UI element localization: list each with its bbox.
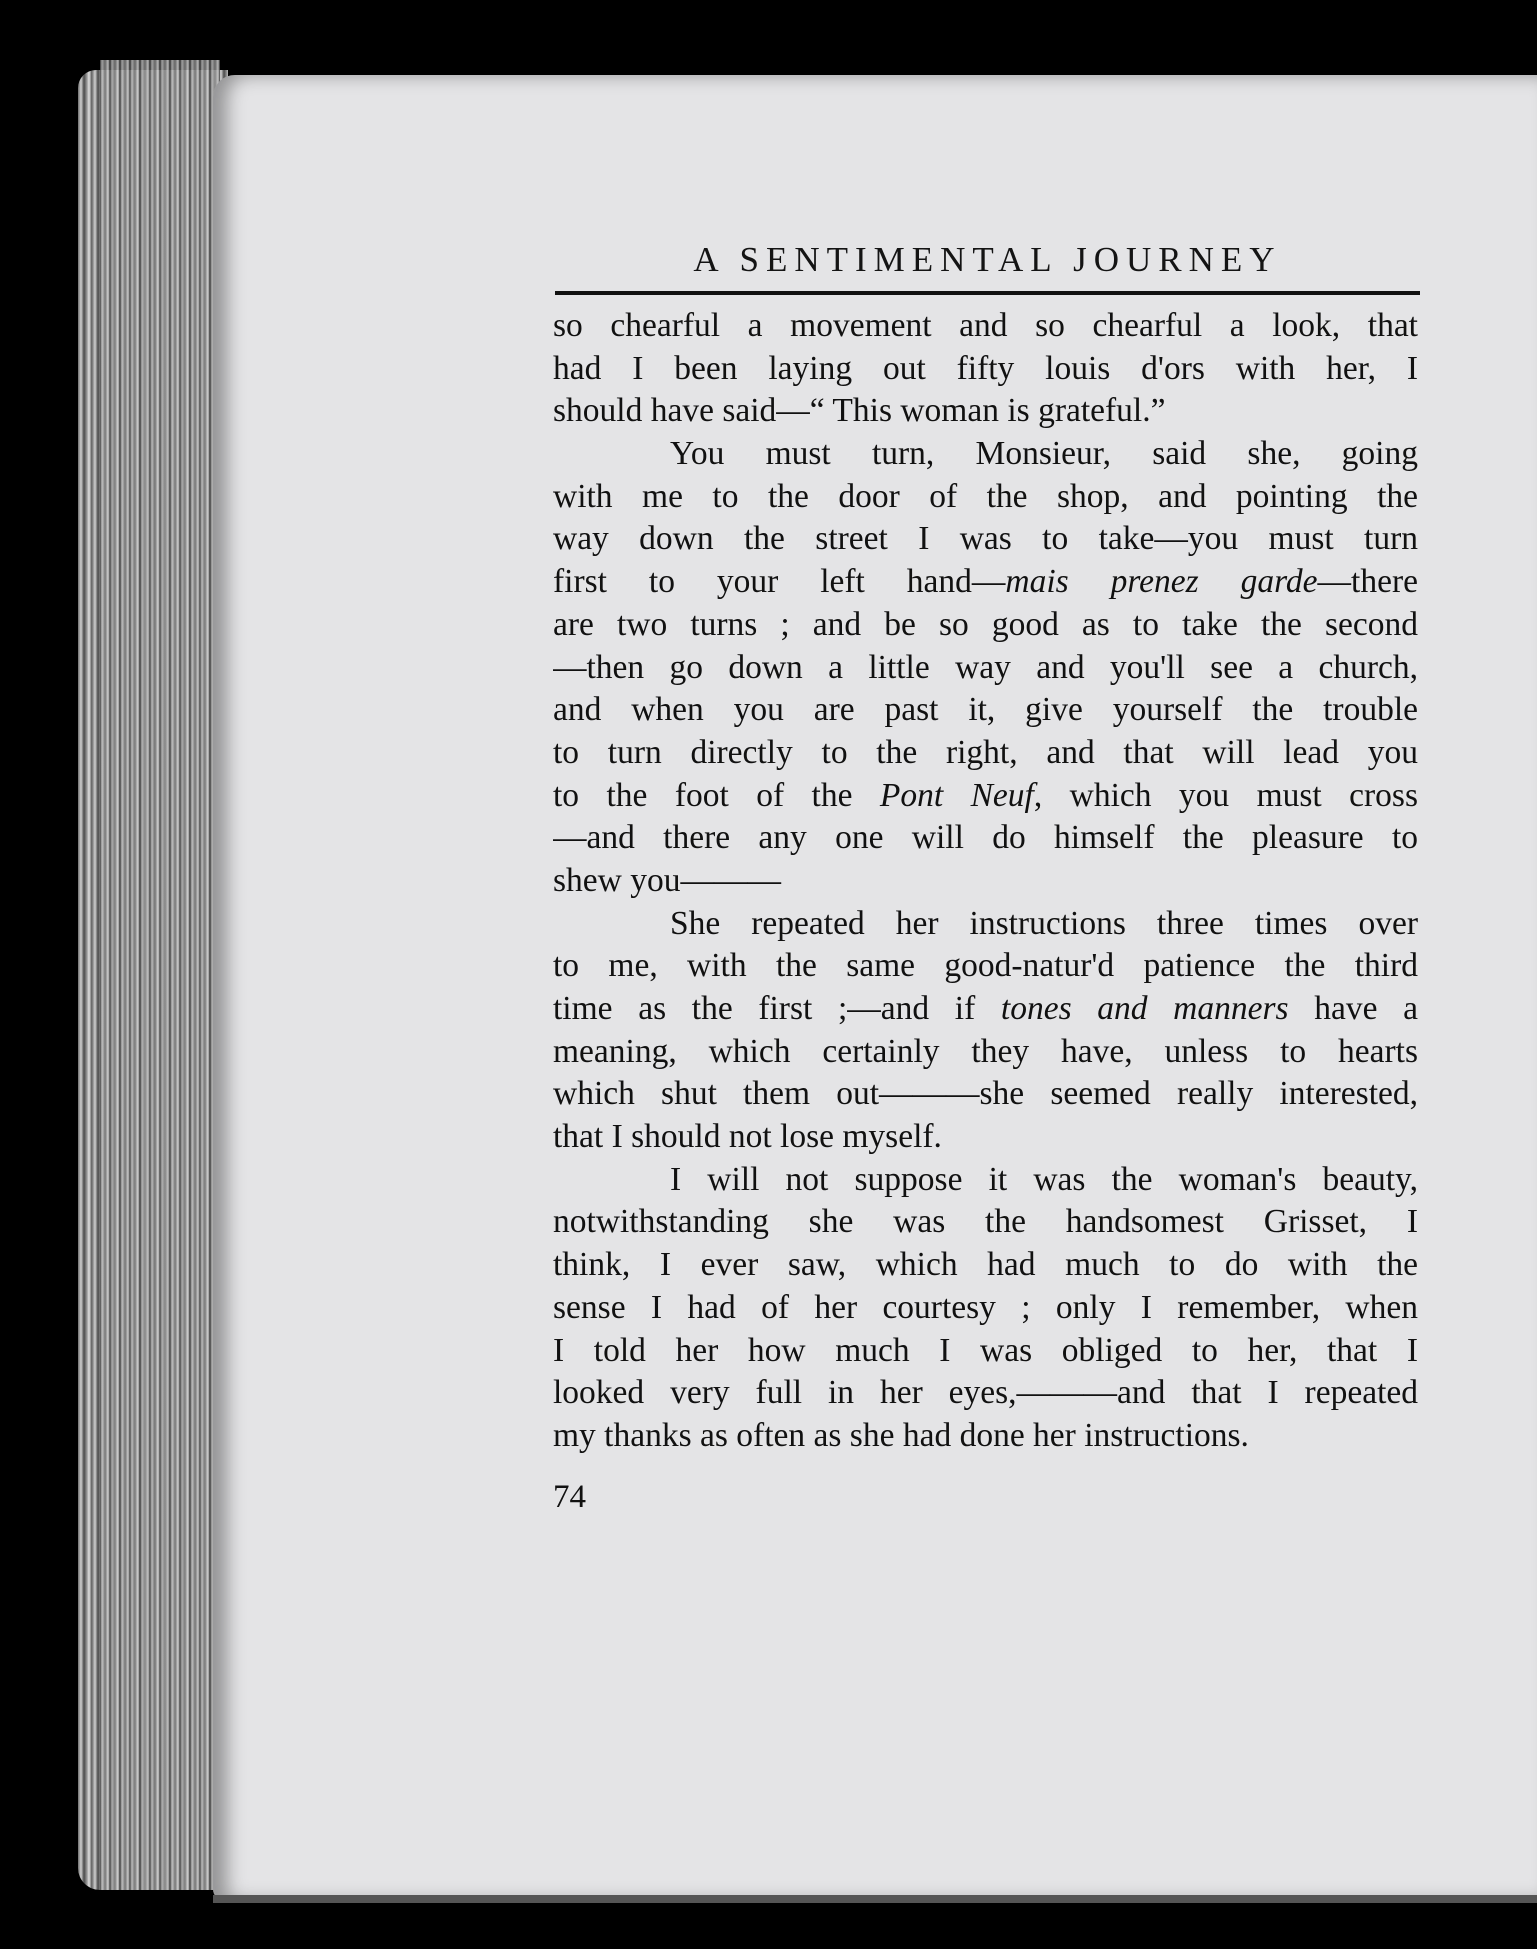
running-head: A SENTIMENTAL JOURNEY	[693, 240, 1282, 279]
text-line	[553, 775, 1418, 818]
text-line: should have said—“ This woman is grateful.”	[553, 392, 1166, 430]
page-bottom-edge	[213, 1895, 1537, 1903]
text-line: and when you are past it, give yourself the trouble	[553, 691, 1418, 729]
italic-phrase: tones and manners	[1000, 990, 1289, 1027]
text-run: to the foot of the	[553, 776, 880, 814]
text-line: sense I had of her courtesy ; only I remember, when	[553, 1288, 1418, 1326]
text-line	[553, 561, 1418, 604]
text-line: —and there any one will do himself the pleasure to	[553, 819, 1418, 857]
page-number: 74	[553, 1479, 586, 1515]
text-line: I told her how much I was obliged to her, that I	[553, 1331, 1418, 1369]
text-line: shew you———	[553, 861, 781, 899]
text-line: had I been laying out fifty louis d'ors with her, I	[553, 349, 1418, 387]
text-run: , which you must cross	[1033, 776, 1418, 814]
text-line: with me to the door of the shop, and pointing the	[553, 477, 1418, 515]
text-line: You must turn, Monsieur, said she, going	[670, 435, 1418, 473]
italic-phrase: mais prenez garde	[1005, 563, 1318, 601]
text-run: first to your left hand—	[553, 563, 1006, 601]
text-line: She repeated her instructions three times over	[670, 904, 1418, 942]
running-head-rule	[555, 291, 1420, 295]
body-text	[553, 305, 1418, 1458]
text-line: think, I ever saw, which had much to do with the	[553, 1246, 1418, 1284]
text-line: so chearful a movement and so chearful a look, that	[553, 307, 1418, 344]
text-line: way down the street I was to take—you must turn	[553, 520, 1418, 558]
italic-phrase: Pont Neuf	[879, 776, 1034, 814]
text-line: —then go down a little way and you'll see a church,	[553, 648, 1418, 686]
text-run: have a	[1288, 990, 1418, 1027]
text-line: to turn directly to the right, and that will lead you	[553, 733, 1418, 771]
text-run: time as the first ;—and if	[553, 990, 1001, 1027]
text-line: to me, with the same good-natur'd patience the third	[553, 947, 1418, 985]
text-line: which shut them out———she seemed really interested,	[553, 1075, 1418, 1113]
text-line: notwithstanding she was the handsomest Grisset, I	[553, 1203, 1418, 1241]
text-line: that I should not lose myself.	[553, 1118, 942, 1156]
text-line: I will not suppose it was the woman's beauty,	[670, 1160, 1418, 1198]
book-page-stack	[100, 60, 220, 1890]
text-line: looked very full in her eyes,———and that I repeated	[553, 1374, 1418, 1412]
text-line: meaning, which certainly they have, unless to hearts	[553, 1032, 1418, 1070]
text-line: are two turns ; and be so good as to take the second	[553, 605, 1418, 643]
text-line: my thanks as often as she had done her instructions.	[553, 1416, 1249, 1454]
text-run: —there	[1317, 563, 1418, 601]
text-line	[553, 988, 1418, 1031]
